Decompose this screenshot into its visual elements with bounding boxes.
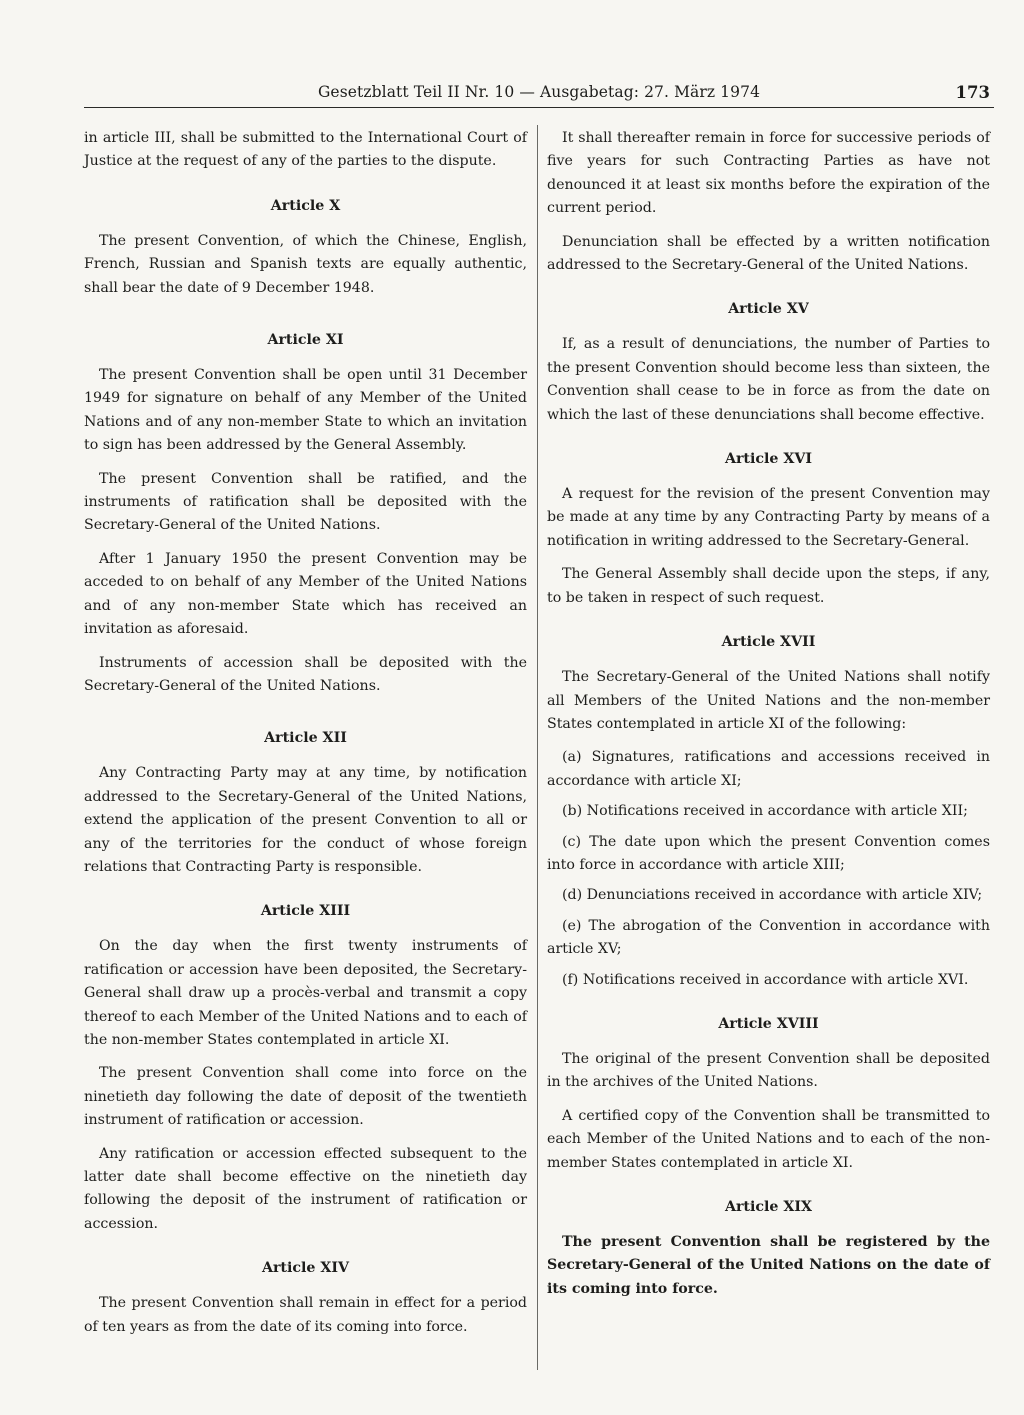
paragraph: The present Convention shall remain in effect for a period of ten years as from the date of its coming into force. [84,1295,527,1335]
list-item [547,831,990,878]
article-heading: Article XVIII [718,1015,819,1032]
article-heading: Article XI [267,332,344,349]
paragraph: The present Convention shall be registered by the Secretary-General of the United Nations on the date of its coming into force. [547,1234,990,1297]
left-column [84,127,527,1349]
article-heading: Article XIII [260,903,351,920]
paragraph: It shall thereafter remain in force for successive periods of five years for such Contracting Parties as have not denounced it at least six months before the expiration of the current period. [547,130,990,217]
paragraph: The present Convention, of which the Chinese, English, French, Russian and Spanish texts are equally authentic, shall bear the date of 9 December 1948. [84,232,527,296]
paragraph: The General Assembly shall decide upon the steps, if any, to be taken in respect of such request. [547,566,990,606]
gazette-title: Gesetzblatt Teil II Nr. 10 — Ausgabetag: 27. März 1974 [317,83,761,101]
page-header [84,80,994,108]
paragraph: On the day when the first twenty instruments of ratification or accession have been deposited, the Secretary-General shall draw up a procès-verbal and transmit a copy thereof to each Member of the United Nations and to each of the non-member States contemplated in article XI. [84,938,527,1048]
list-item-text: (d) Denunciations received in accordance with article XIV; [562,887,983,904]
paragraph: The original of the present Convention shall be deposited in the archives of the United Nations. [547,1050,990,1091]
column-divider [537,125,538,1370]
article-heading: Article XII [264,730,347,747]
paragraph: Any Contracting Party may at any time, by notification addressed to the Secretary-General of the United Nations, extend the application of the present Convention to all or any of the territories for the conduct of whose foreign relations that Contracting Party is responsible. [84,765,527,875]
right-column [547,127,990,1311]
list-item-text: (c) The date upon which the present Convention comes into force in accordance with article XIII; [547,833,990,873]
list-item [547,746,990,793]
paragraph: Denunciation shall be effected by a written notification addressed to the Secretary-General of the United Nations. [547,233,990,274]
article-heading: Article XVII [721,634,816,651]
article-heading: Article X [270,197,341,214]
article-heading: Article XIX [724,1199,813,1215]
paragraph: After 1 January 1950 the present Convention may be acceded to on behalf of any Member of the United Nations and of any non-member State which has received an invitation as aforesaid. [84,550,527,638]
list-item [547,969,990,992]
paragraph: in article III, shall be submitted to the International Court of Justice at the request of any of the parties to the dispute. [84,130,527,170]
paragraph: Any ratification or accession effected subsequent to the latter date shall become effective on the ninetieth day following the deposit of the instrument of ratification or accession. [84,1145,527,1232]
list-item-text: (e) The abrogation of the Convention in accordance with article XV; [547,917,990,958]
list-item-text: (a) Signatures, ratifications and accessions received in accordance with article XI; [547,749,990,789]
page-number: 173 [955,83,990,102]
paragraph: The present Convention shall be open until 31 December 1949 for signature on behalf of any Member of the United Nations and of any non-member State to which an invitation to sign has been addressed by the General Assembly. [84,367,527,454]
paragraph: Instruments of accession shall be deposited with the Secretary-General of the United Nations. [84,654,527,694]
article-heading: Article XV [728,301,809,318]
list-item-text: (f) Notifications received in accordance with article XVI. [562,971,969,988]
article-heading: Article XVI [724,451,813,468]
list-item [547,800,990,823]
paragraph: A request for the revision of the present Convention may be made at any time by any Contracting Party by means of a notification in writing addressed to the Secretary-General. [547,486,990,549]
list-item [547,884,990,907]
article-heading: Article XIV [261,1260,350,1277]
header-rule [84,107,994,108]
list-item [547,915,990,962]
paragraph: If, as a result of denunciations, the number of Parties to the present Convention should become less than sixteen, the Convention shall cease to be in force as from the date on which the last of these denunciations shall become effective. [547,336,990,423]
list-item-text: (b) Notifications received in accordance with article XII; [562,803,968,820]
paragraph: A certified copy of the Convention shall be transmitted to each Member of the United Nations and to each of the non-member States contemplated in article XI. [547,1107,990,1171]
paragraph: The present Convention shall come into force on the ninetieth day following the date of deposit of the twentieth instrument of ratification or accession. [84,1065,527,1129]
paragraph: The Secretary-General of the United Nations shall notify all Members of the United Nations and the non-member States contemplated in article XI of the following: [547,669,990,732]
paragraph: The present Convention shall be ratified, and the instruments of ratification shall be deposited with the Secretary-General of the United Nations. [84,470,527,534]
